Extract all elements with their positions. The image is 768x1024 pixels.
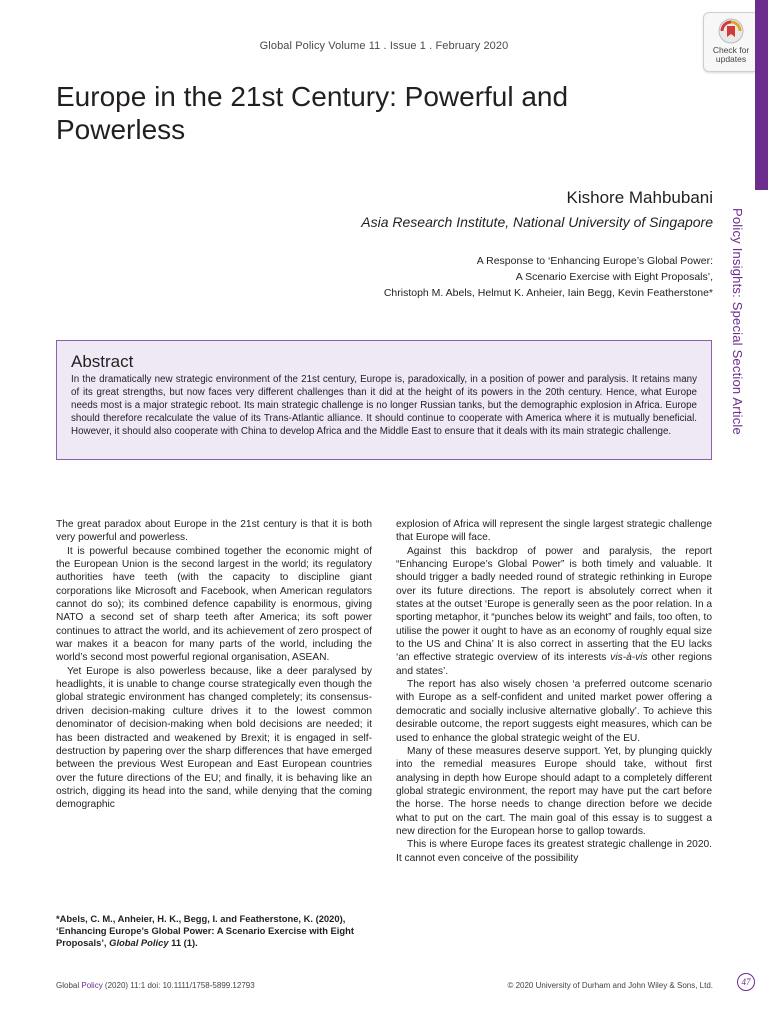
footer-citation: Global Policy (2020) 11:1 doi: 10.1111/1758-5899.12793: [56, 981, 255, 990]
body-column-right: [396, 518, 712, 865]
footer-copyright: © 2020 University of Durham and John Wiley & Sons, Ltd.: [507, 981, 713, 990]
crossmark-bookmark-icon: [718, 18, 744, 44]
response-line-2: A Scenario Exercise with Eight Proposals’,: [515, 271, 713, 283]
response-citation: [384, 253, 713, 301]
abstract-box: [56, 340, 712, 460]
response-line-1: A Response to ‘Enhancing Europe’s Global Power:: [476, 255, 713, 267]
page-number: 47: [737, 973, 755, 991]
body-paragraph: The report has also wisely chosen ‘a preferred outcome scenario with Europe as a self-confident and united market power offering a democratic and socially inclusive alternative globally’. To achieve this desirable outcome, the report suggests eight measures, which can be used to enhance the global strategic weight of the EU.: [396, 679, 712, 744]
body-column-left: [56, 518, 372, 812]
abstract-heading: Abstract: [71, 352, 134, 371]
footnote: *Abels, C. M., Anheier, H. K., Begg, I. and Featherstone, K. (2020), ‘Enhancing Europe’s Global Power: A Scenario Exercise with Eight Proposals’, Global Policy 11 (1).: [56, 913, 354, 948]
abstract-text: In the dramatically new strategic environment of the 21st century, Europe is, paradoxically, in a position of power and paralysis. It retains many of its great strengths, but now faces very different challenges than it did at the height of its powers in the 20th century. Hence, what Europe needs most is a major strategic reboot. Its main strategic challenge is no longer Russian tanks, but the demographic explosion in Africa. Europe should therefore recalculate the value of its Trans-Atlantic alliance. It should continue to cooperate with America where it is mutually beneficial. However, it should also cooperate with China to develop Africa and the Middle East to ensure that it deals with its main strategic challenge.: [71, 374, 697, 437]
section-side-label: Policy Insights: Special Section Article: [730, 208, 745, 435]
body-paragraph: Many of these measures deserve support. Yet, by plunging quickly into the remedial measures Europe should take, without first analysing in depth how Europe should adapt to a completely different global strategic environment, the report may have put the cart before the horse. The horse needs to change direction before we decide what to put on the cart. The main goal of this essay is to suggest a new direction for the European horse to gallop towards.: [396, 745, 712, 837]
body-paragraph: This is where Europe faces its greatest strategic challenge in 2020. It cannot even conceive of the possibility: [396, 839, 712, 864]
body-paragraph: It is powerful because combined together the economic might of the European Union is the second largest in the world; its regulatory authorities have teeth (with the capacity to discipline giant corporations like Microsoft and Facebook, when American regulators cannot do so); its combined defence capability is enormous, giving NATO a second set of sharp teeth after America; its soft power continues to attract the world, and its achievement of zero prospect of war makes it a beacon for many parts of the world, including the world’s second most powerful regional organisation, ASEAN.: [56, 545, 372, 664]
section-color-bar: [755, 0, 768, 190]
body-paragraph: The great paradox about Europe in the 21st century is that it is both very powerful and powerless.: [56, 519, 372, 544]
author-affiliation: Asia Research Institute, National University of Singapore: [361, 214, 713, 230]
journal-header: Global Policy Volume 11 . Issue 1 . February 2020: [259, 40, 509, 52]
body-paragraph: explosion of Africa will represent the single largest strategic challenge that Europe will face.: [396, 519, 712, 544]
author-name: Kishore Mahbubani: [566, 188, 713, 207]
body-paragraph: Yet Europe is also powerless because, like a deer paralysed by headlights, it is unable to change course strategically even though the global strategic environment has changed completely; its consensus-driven decision-making culture drives it to the lowest common denominator of decision-making when bold decisions are needed; it has been distracted and weakened by Brexit; it is engaged in self-destruction by papering over the sharp differences that have emerged between the previous West European and East European countries over the future directions of the EU; and finally, it is behaving like an ostrich, digging its head into the sand, while denying that the coming demographic: [56, 665, 372, 811]
body-paragraph: Against this backdrop of power and paralysis, the report “Enhancing Europe’s Global Power” is both timely and valuable. It should trigger a badly needed round of strategic rethinking in Europe over its future directions. The report is absolutely correct when it states at the outset ‘Europe is generally seen as the poor relation. In a sporting metaphor, it “punches below its weight” and fails, too often, to utilise the power it ought to have as an economy of roughly equal size to the US and China’ It is also correct in asserting that the EU lacks ‘an effective strategic overview of its interests vis-à-vis other regions and states’.: [396, 545, 713, 677]
check-for-updates-badge[interactable]: [703, 12, 759, 72]
article-title: Europe in the 21st Century: Powerful and Powerless: [56, 81, 569, 145]
badge-label: Check for updates: [712, 45, 750, 64]
response-line-3: Christoph M. Abels, Helmut K. Anheier, Iain Begg, Kevin Featherstone*: [383, 287, 713, 299]
